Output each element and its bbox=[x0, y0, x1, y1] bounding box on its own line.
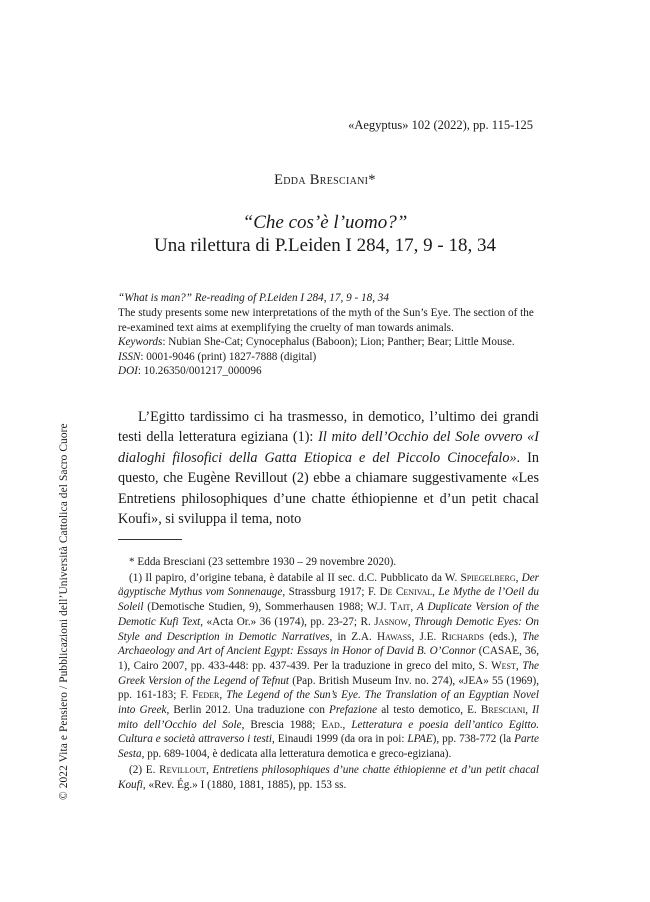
fn-run: , bbox=[515, 571, 522, 584]
fn-run: , Einaudi 1999 (da ora in poi: bbox=[272, 733, 408, 746]
keywords-value: : Nubian She-Cat; Cynocephalus (Baboon); Lion; Panther; Bear; Little Mouse. bbox=[162, 336, 515, 348]
body-text bbox=[118, 407, 539, 529]
fn-run: , bbox=[219, 689, 227, 702]
fn-work-title: Le Mythe de l’Oeil du Soleil bbox=[118, 586, 540, 614]
fn-author-name: De Cenival bbox=[379, 586, 433, 599]
fn-author-name: Feder bbox=[192, 689, 220, 702]
fn-work-title: Parte Sesta bbox=[118, 733, 539, 761]
body-paragraph bbox=[118, 407, 539, 529]
fn-author-name: West bbox=[491, 659, 516, 672]
fn-author-name: Revillout bbox=[159, 763, 207, 776]
fn-run: , bbox=[407, 615, 415, 628]
author-first-name: Edda bbox=[274, 172, 306, 188]
fn-run: , bbox=[342, 718, 352, 731]
fn-run: , Berlin 2012. Una traduzione con bbox=[166, 704, 330, 717]
fn-run: (1) Il papiro, d’origine tebana, è databile al II sec. d.C. Pubblicato da W. bbox=[129, 571, 461, 584]
fn-run: al testo demotico, E. bbox=[377, 704, 481, 717]
fn-run: ), pp. 738-772 (la bbox=[432, 733, 515, 746]
doi-line bbox=[118, 364, 538, 379]
body-text-run: L’Egitto tardissimo ci ha trasmesso, in demotico, l’ultimo dei grandi testi della letteratura egiziana (1): bbox=[118, 409, 539, 446]
footnote-2 bbox=[118, 763, 539, 792]
fn-run: (CASAE, 36, 1), Cairo 2007, pp. 433-448: pp. 437-439. Per la traduzione in greco del mito, S. bbox=[118, 645, 539, 672]
footnote-separator bbox=[118, 539, 182, 540]
fn-run: , bbox=[525, 704, 533, 717]
issn-label: ISSN bbox=[118, 350, 141, 363]
fn-author-name: Tait bbox=[390, 601, 411, 614]
fn-work-title: The Archaeology and Art of Ancient Egypt: Essays in Honor of David B. O’Connor bbox=[118, 630, 539, 658]
fn-work-title: Letteratura e poesia dell’antico Egitto. Cultura e società attraverso i testi bbox=[118, 718, 540, 746]
fn-run: , bbox=[206, 763, 213, 776]
article-title-line-2: Una rilettura di P.Leiden I 284, 17, 9 - 18, 34 bbox=[154, 235, 496, 256]
fn-work-title: LPAE bbox=[407, 733, 433, 746]
fn-author-name: Spiegelberg bbox=[460, 571, 516, 584]
fn-run: , J.E. bbox=[411, 630, 442, 643]
fn-run: , bbox=[515, 659, 523, 672]
fn-run: , Brescia 1988; bbox=[241, 718, 322, 731]
footnote-author: * Edda Bresciani (23 settembre 1930 – 29 novembre 2020). bbox=[129, 556, 397, 568]
abstract-english-title: “What is man?” Re-reading of P.Leiden I 284, 17, 9 - 18, 34 bbox=[118, 292, 389, 304]
article-title-line-1: “Che cos’è l’uomo?” bbox=[242, 212, 408, 233]
fn-run: , in Z.A. bbox=[329, 630, 377, 643]
author-last-name: Bresciani bbox=[309, 172, 369, 188]
abstract-text: The study presents some new interpretations of the myth of the Sun’s Eye. The section of the re-examined text aims at exemplifying the cruelty of man towards animals. bbox=[118, 306, 534, 334]
fn-author-name: Jasnow bbox=[374, 615, 408, 628]
fn-author-name: Richards bbox=[441, 630, 484, 643]
doi-label: DOI bbox=[118, 365, 138, 378]
running-head: «Aegyptus» 102 (2022), pp. 115-125 bbox=[348, 118, 533, 132]
fn-run: , pp. 689-1004, è dedicata alla letteratura demotica e greco-egiziana). bbox=[141, 748, 452, 761]
author-line bbox=[0, 172, 650, 189]
fn-run: (eds.), bbox=[483, 630, 523, 643]
fn-run: (Pap. British Museum Inv. no. 274), «JEA» 55 (1969), pp. 161-183; F. bbox=[118, 674, 539, 702]
fn-author-name: Hawass bbox=[376, 630, 412, 643]
fn-work-title: A Duplicate Version of the Demotic Kufi Text bbox=[118, 601, 539, 628]
doi-value[interactable]: : 10.26350/001217_000096 bbox=[137, 365, 262, 378]
keywords-line bbox=[118, 335, 538, 350]
fn-run: , Strassburg 1917; F. bbox=[282, 586, 380, 599]
fn-author-name: Bresciani bbox=[480, 704, 526, 717]
fn-work-title: Il mito dell’Occhio del Sole bbox=[118, 704, 540, 731]
fn-run: , bbox=[410, 601, 418, 614]
copyright-vertical-credit: © 2022 Vita e Pensiero / Pubblicazioni dell’Università Cattolica del Sacro Cuore bbox=[58, 423, 70, 800]
abstract-block bbox=[118, 291, 538, 335]
author-footnote-marker: * bbox=[368, 172, 376, 188]
fn-run: , bbox=[432, 586, 439, 599]
fn-run: , «Acta Or.» 36 (1974), pp. 23-27; R. bbox=[200, 615, 375, 628]
fn-work-title: Through Demotic Eyes: On Style and Description in Demotic Narratives bbox=[118, 615, 540, 643]
issn-line bbox=[118, 350, 538, 365]
fn-run: (2) E. bbox=[129, 763, 160, 776]
keywords-label: Keywords bbox=[118, 336, 163, 348]
footnotes bbox=[118, 555, 539, 793]
body-italic-title: Il mito dell’Occhio del Sole ovvero «I dialoghi filosofici della Gatta Etiopica e del Piccolo Cinocefalo» bbox=[118, 429, 539, 466]
fn-work-title: Entretiens philosophiques d’une chatte éthiopienne et d’un petit chacal Koufi bbox=[118, 763, 539, 791]
footnote-1 bbox=[118, 571, 539, 762]
issn-value: : 0001-9046 (print) 1827-7888 (digital) bbox=[140, 350, 317, 363]
fn-work-title: The Greek Version of the Legend of Tefnut bbox=[118, 659, 540, 687]
fn-work-title: Der ägyptische Mythus vom Sonnenauge bbox=[118, 571, 540, 599]
body-text-run: . In questo, che Eugène Revillout (2) ebbe a chiamare suggestivamente «Les Entretiens philosophiques d’une chatte éthiopienne et d’un petit chacal Koufi», si sviluppa il tema, noto bbox=[118, 449, 539, 528]
metadata-block bbox=[118, 335, 538, 379]
fn-author-name: Ead. bbox=[321, 718, 343, 731]
fn-work-title: Prefazione bbox=[329, 704, 378, 717]
fn-run: , «Rev. Ég.» I (1880, 1881, 1885), pp. 153 ss. bbox=[142, 778, 347, 791]
fn-work-title: The Legend of the Sun’s Eye. The Translation of an Egyptian Novel into Greek bbox=[118, 689, 540, 717]
fn-run: (Demotische Studien, 9), Sommerhausen 1988; W.J. bbox=[143, 601, 391, 614]
